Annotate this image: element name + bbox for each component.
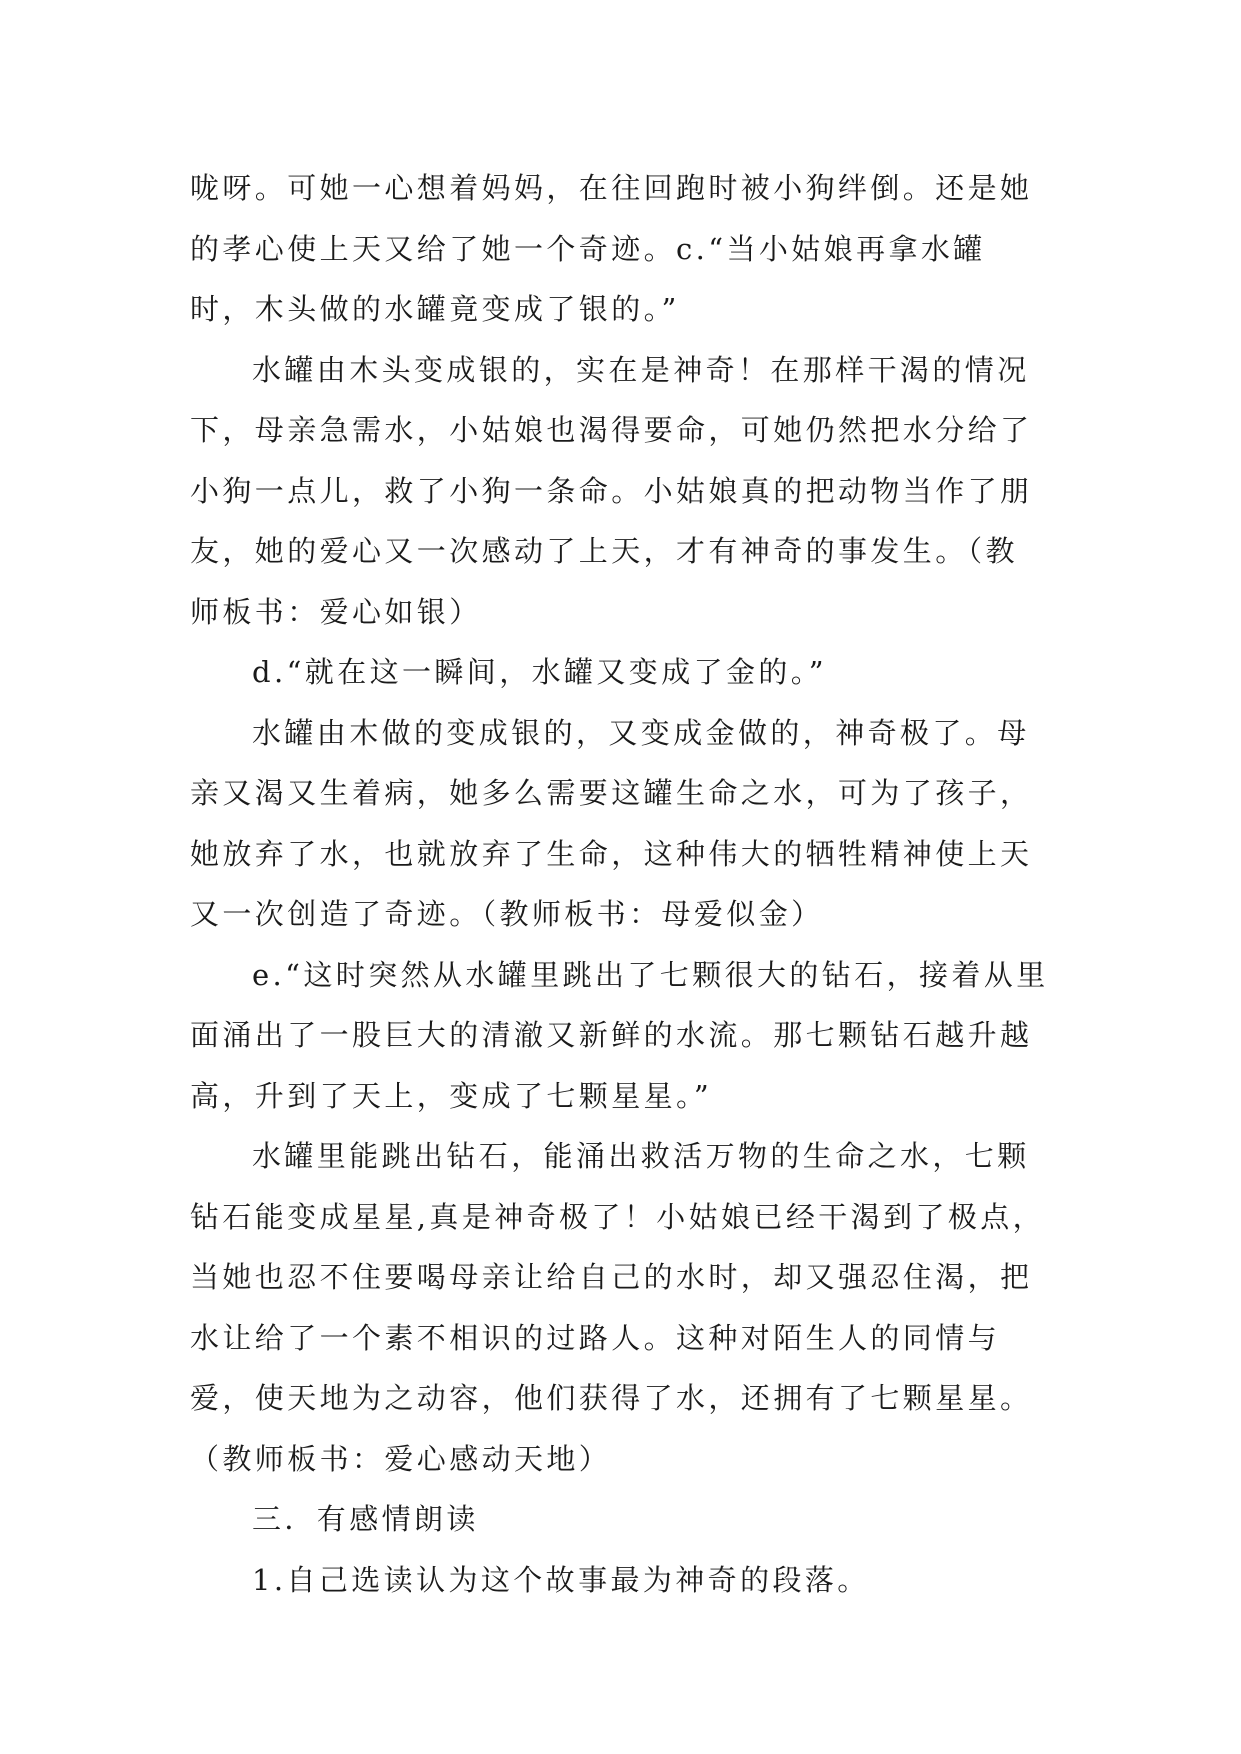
paragraph-diamond-explanation: 水罐里能跳出钻石，能涌出救活万物的生命之水，七颗钻石能变成星星,真是神奇极了！小姑娘已经干渴到了极点，当她也忍不住要喝母亲让给自己的水时，却又强忍住渴，把水让给了一个素不相识的过路人。这种对陌生人的同情与爱，使天地为之动容，他们获得了水，还拥有了七颗星星。（教师板书：爱心感动天地）	[190, 1139, 1046, 1476]
paragraph-quote-e: e.“这时突然从水罐里跳出了七颗很大的钻石，接着从里面涌出了一股巨大的清澈又新鲜的水流。那七颗钻石越升越高，升到了天上，变成了七颗星星。”	[190, 957, 1049, 1113]
section-heading-reading: 三．有感情朗读	[252, 1502, 479, 1536]
paragraph-gold-explanation: 水罐由木做的变成银的，又变成金做的，神奇极了。母亲又渴又生着病，她多么需要这罐生命之水，可为了孩子，她放弃了水，也就放弃了生命，这种伟大的牺牲精神使上天又一次创造了奇迹。（教师板书：母爱似金）	[190, 715, 1033, 931]
document-body	[190, 158, 1050, 1610]
paragraph-continuation: 咙呀。可她一心想着妈妈，在往回跑时被小狗绊倒。还是她的孝心使上天又给了她一个奇迹。c.“当小姑娘再拿水罐时，木头做的水罐竟变成了银的。”	[190, 171, 1033, 326]
paragraph-quote-d: d.“就在这一瞬间，水罐又变成了金的。”	[252, 655, 827, 689]
list-item-reading-1: 1.自己选读认为这个故事最为神奇的段落。	[252, 1562, 870, 1597]
paragraph-silver-explanation: 水罐由木头变成银的，实在是神奇！在那样干渴的情况下，母亲急需水，小姑娘也渴得要命，可她仍然把水分给了小狗一点儿，救了小狗一条命。小姑娘真的把动物当作了朋友，她的爱心又一次感动了上天，才有神奇的事发生。（教师板书：爱心如银）	[190, 352, 1033, 629]
